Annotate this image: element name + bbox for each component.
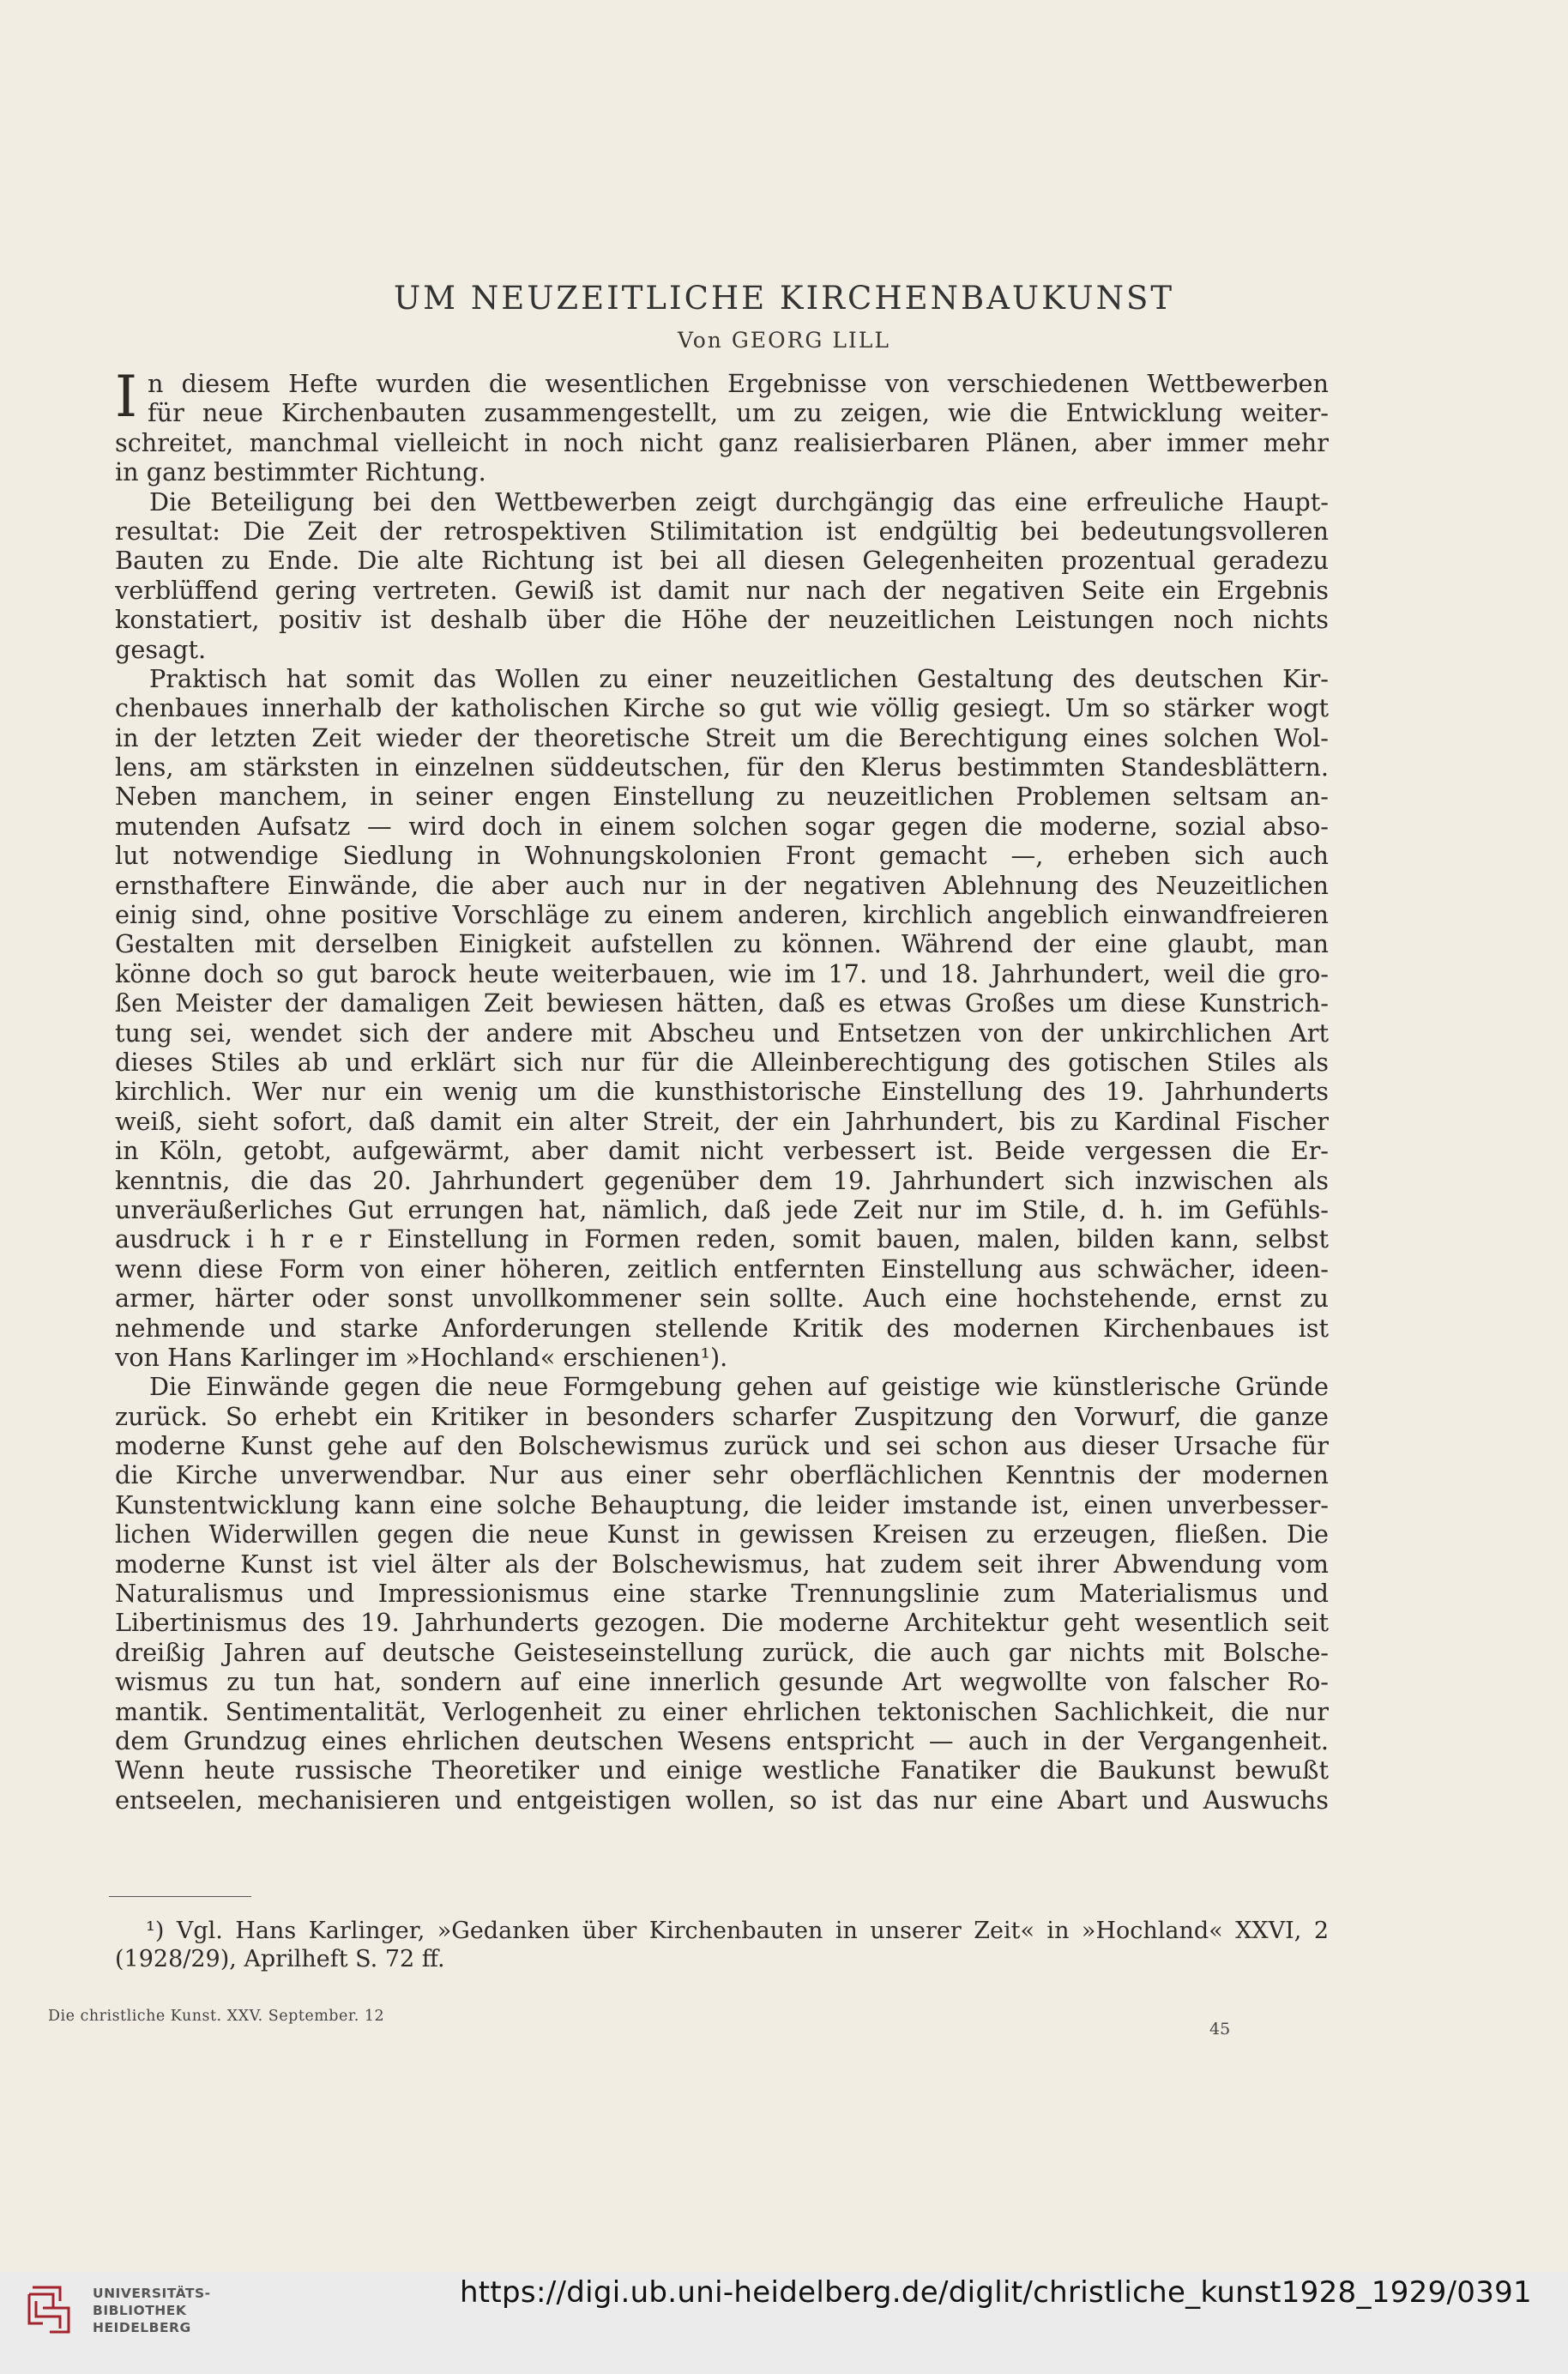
text-line: dem Grundzug eines ehrlichen deutschen Wesens entspricht — auch in der Vergangenheit. <box>115 1725 1329 1755</box>
footnote-divider <box>109 1896 251 1897</box>
text-line: kenntnis, die das 20. Jahrhundert gegenüber dem 19. Jahrhundert sich inzwischen als <box>115 1165 1329 1195</box>
text-line: verblüffend gering vertreten. Gewiß ist damit nur nach der negativen Seite ein Ergebnis <box>115 575 1329 605</box>
text-line: moderne Kunst ist viel älter als der Bolschewismus, hat zudem seit ihrer Abwendung vom <box>115 1549 1329 1579</box>
text-line: schreitet, manchmal vielleicht in noch nicht ganz realisierbaren Plänen, aber immer mehr <box>115 427 1329 457</box>
permalink-url[interactable]: https://digi.ub.uni-heidelberg.de/diglit/christliche_kunst1928_1929/0391 <box>459 2275 1532 2310</box>
text-line: moderne Kunst gehe auf den Bolschewismus zurück und sei schon aus dieser Ursache für <box>115 1431 1329 1461</box>
text-line: lichen Widerwillen gegen die neue Kunst in gewissen Kreisen zu erzeugen, fließen. Die <box>115 1519 1329 1549</box>
text-line: konstatiert, positiv ist deshalb über die Höhe der neuzeitlichen Leistungen noch nichts <box>115 605 1329 635</box>
library-name <box>93 2285 211 2336</box>
text-line: wenn diese Form von einer höheren, zeitlich entfernten Einstellung aus schwächer, ideen- <box>115 1253 1329 1284</box>
text-line: wismus zu tun hat, sondern auf eine innerlich gesunde Art wegwollte von falscher Ro- <box>115 1667 1329 1697</box>
text-line: lens, am stärksten in einzelnen süddeutschen, für den Klerus bestimmten Standesblättern. <box>115 752 1329 782</box>
text-line: nehmende und starke Anforderungen stellende Kritik des modernen Kirchenbaues ist <box>115 1313 1329 1343</box>
text-line: die Kirche unverwendbar. Nur aus einer sehr oberflächlichen Kenntnis der modernen <box>115 1460 1329 1490</box>
drop-cap: I <box>115 364 138 430</box>
article-title: UM NEUZEITLICHE KIRCHENBAUKUNST <box>393 280 1175 317</box>
text-line: einig sind, ohne positive Vorschläge zu einem anderen, kirchlich angeblich einwandfreieren <box>115 900 1329 930</box>
text-line: zurück. So erhebt ein Kritiker in besonders scharfer Zuspitzung den Vorwurf, die ganze <box>115 1401 1329 1431</box>
text-line: ernsthaftere Einwände, die aber auch nur in der negativen Ablehnung des Neuzeitlichen <box>115 870 1329 900</box>
text-line: Neben manchem, in seiner engen Einstellung zu neuzeitlichen Problemen seltsam an- <box>115 782 1329 812</box>
text-line: ausdruck i h r e r Einstellung in Formen reden, somit bauen, malen, bilden kann, selbst <box>115 1224 1329 1254</box>
text-line: Praktisch hat somit das Wollen zu einer neuzeitlichen Gestaltung des deutschen Kir- <box>149 663 1329 693</box>
text-line: Die Einwände gegen die neue Formgebung gehen auf geistige wie künstlerische Gründe <box>149 1372 1329 1402</box>
footnote <box>115 1917 1329 1973</box>
text-line: könne doch so gut barock heute weiterbauen, wie im 17. und 18. Jahrhundert, weil die gro- <box>115 958 1329 988</box>
article-author: Von GEORG LILL <box>678 328 890 353</box>
text-line: gesagt. <box>115 634 207 664</box>
text-line: in der letzten Zeit wieder der theoretische Streit um die Berechtigung eines solchen Wol- <box>115 722 1329 752</box>
text-line: ¹) Vgl. Hans Karlinger, »Gedanken über Kirchenbauten in unserer Zeit« in »Hochland« XXVI, 2 <box>146 1918 1329 1944</box>
text-line: weiß, sieht sofort, daß damit ein alter Streit, der ein Jahrhundert, bis zu Kardinal Fischer <box>115 1106 1329 1136</box>
text-line: lut notwendige Siedlung in Wohnungskolonien Front gemacht —, erheben sich auch <box>115 841 1329 871</box>
page-number: 45 <box>1209 2020 1231 2039</box>
text-line: Libertinismus des 19. Jahrhunderts gezogen. Die moderne Architektur geht wesentlich seit <box>115 1608 1329 1638</box>
library-name-line: HEIDELBERG <box>93 2320 191 2335</box>
library-logo-icon <box>26 2279 75 2341</box>
text-line: tung sei, wendet sich der andere mit Abscheu und Entsetzen von der unkirchlichen Art <box>115 1018 1329 1048</box>
text-line: kirchlich. Wer nur ein wenig um die kunsthistorische Einstellung des 19. Jahrhunderts <box>115 1077 1329 1107</box>
text-line: resultat: Die Zeit der retrospektiven Stilimitation ist endgültig bei bedeutungsvolleren <box>115 516 1329 546</box>
journal-line: Die christliche Kunst. XXV. September. 12 <box>48 2008 385 2025</box>
text-line: für neue Kirchenbauten zusammengestellt, um zu zeigen, wie die Entwicklung weiter- <box>148 398 1329 428</box>
text-line: Bauten zu Ende. Die alte Richtung ist bei all diesen Gelegenheiten prozentual geradezu <box>115 546 1329 576</box>
text-line: Die Beteiligung bei den Wettbewerben zeigt durchgängig das eine erfreuliche Haupt- <box>149 486 1329 516</box>
library-name-line: BIBLIOTHEK <box>93 2303 187 2318</box>
text-line: Gestalten mit derselben Einigkeit aufstellen zu können. Während der eine glaubt, man <box>115 929 1329 959</box>
text-line: in ganz bestimmter Richtung. <box>115 457 486 487</box>
text-line: entseelen, mechanisieren und entgeistigen wollen, so ist das nur eine Abart und Auswuchs <box>115 1785 1329 1815</box>
text-line: Kunstentwicklung kann eine solche Behauptung, die leider imstande ist, einen unverbesser- <box>115 1489 1329 1519</box>
text-line: Wenn heute russische Theoretiker und einige westliche Fanatiker die Baukunst bewußt <box>115 1755 1329 1785</box>
text-line: mantik. Sentimentalität, Verlogenheit zu einer ehrlichen tektonischen Sachlichkeit, die nur <box>115 1696 1329 1726</box>
text-line: unveräußerliches Gut errungen hat, nämlich, daß jede Zeit nur im Stile, d. h. im Gefühls- <box>115 1194 1329 1224</box>
text-line: Naturalismus und Impressionismus eine starke Trennungslinie zum Materialismus und <box>115 1579 1329 1609</box>
library-name-line: UNIVERSITÄTS- <box>93 2286 211 2301</box>
text-line: armer, härter oder sonst unvollkommener sein sollte. Auch eine hochstehende, ernst zu <box>115 1284 1329 1314</box>
article-body <box>115 364 1329 1815</box>
text-line: in Köln, getobt, aufgewärmt, aber damit nicht verbessert ist. Beide vergessen die Er- <box>115 1136 1329 1166</box>
text-line: chenbaues innerhalb der katholischen Kirche so gut wie völlig gesiegt. Um so stärker wogt <box>115 693 1329 723</box>
text-line: mutenden Aufsatz — wird doch in einem solchen sogar gegen die moderne, sozial abso- <box>115 811 1329 841</box>
text-line: (1928/29), Aprilheft S. 72 ff. <box>115 1946 445 1972</box>
text-line: ßen Meister der damaligen Zeit bewiesen hätten, daß es etwas Großes um diese Kunstrich- <box>115 988 1329 1018</box>
text-line: dieses Stiles ab und erklärt sich nur für die Alleinberechtigung des gotischen Stiles als <box>115 1047 1329 1077</box>
text-line: von Hans Karlinger im »Hochland« erschienen¹). <box>115 1342 728 1372</box>
text-line: n diesem Hefte wurden die wesentlichen Ergebnisse von verschiedenen Wettbewerben <box>148 369 1329 398</box>
text-line: dreißig Jahren auf deutsche Geisteseinstellung zurück, die auch gar nichts mit Bolsche- <box>115 1637 1329 1667</box>
